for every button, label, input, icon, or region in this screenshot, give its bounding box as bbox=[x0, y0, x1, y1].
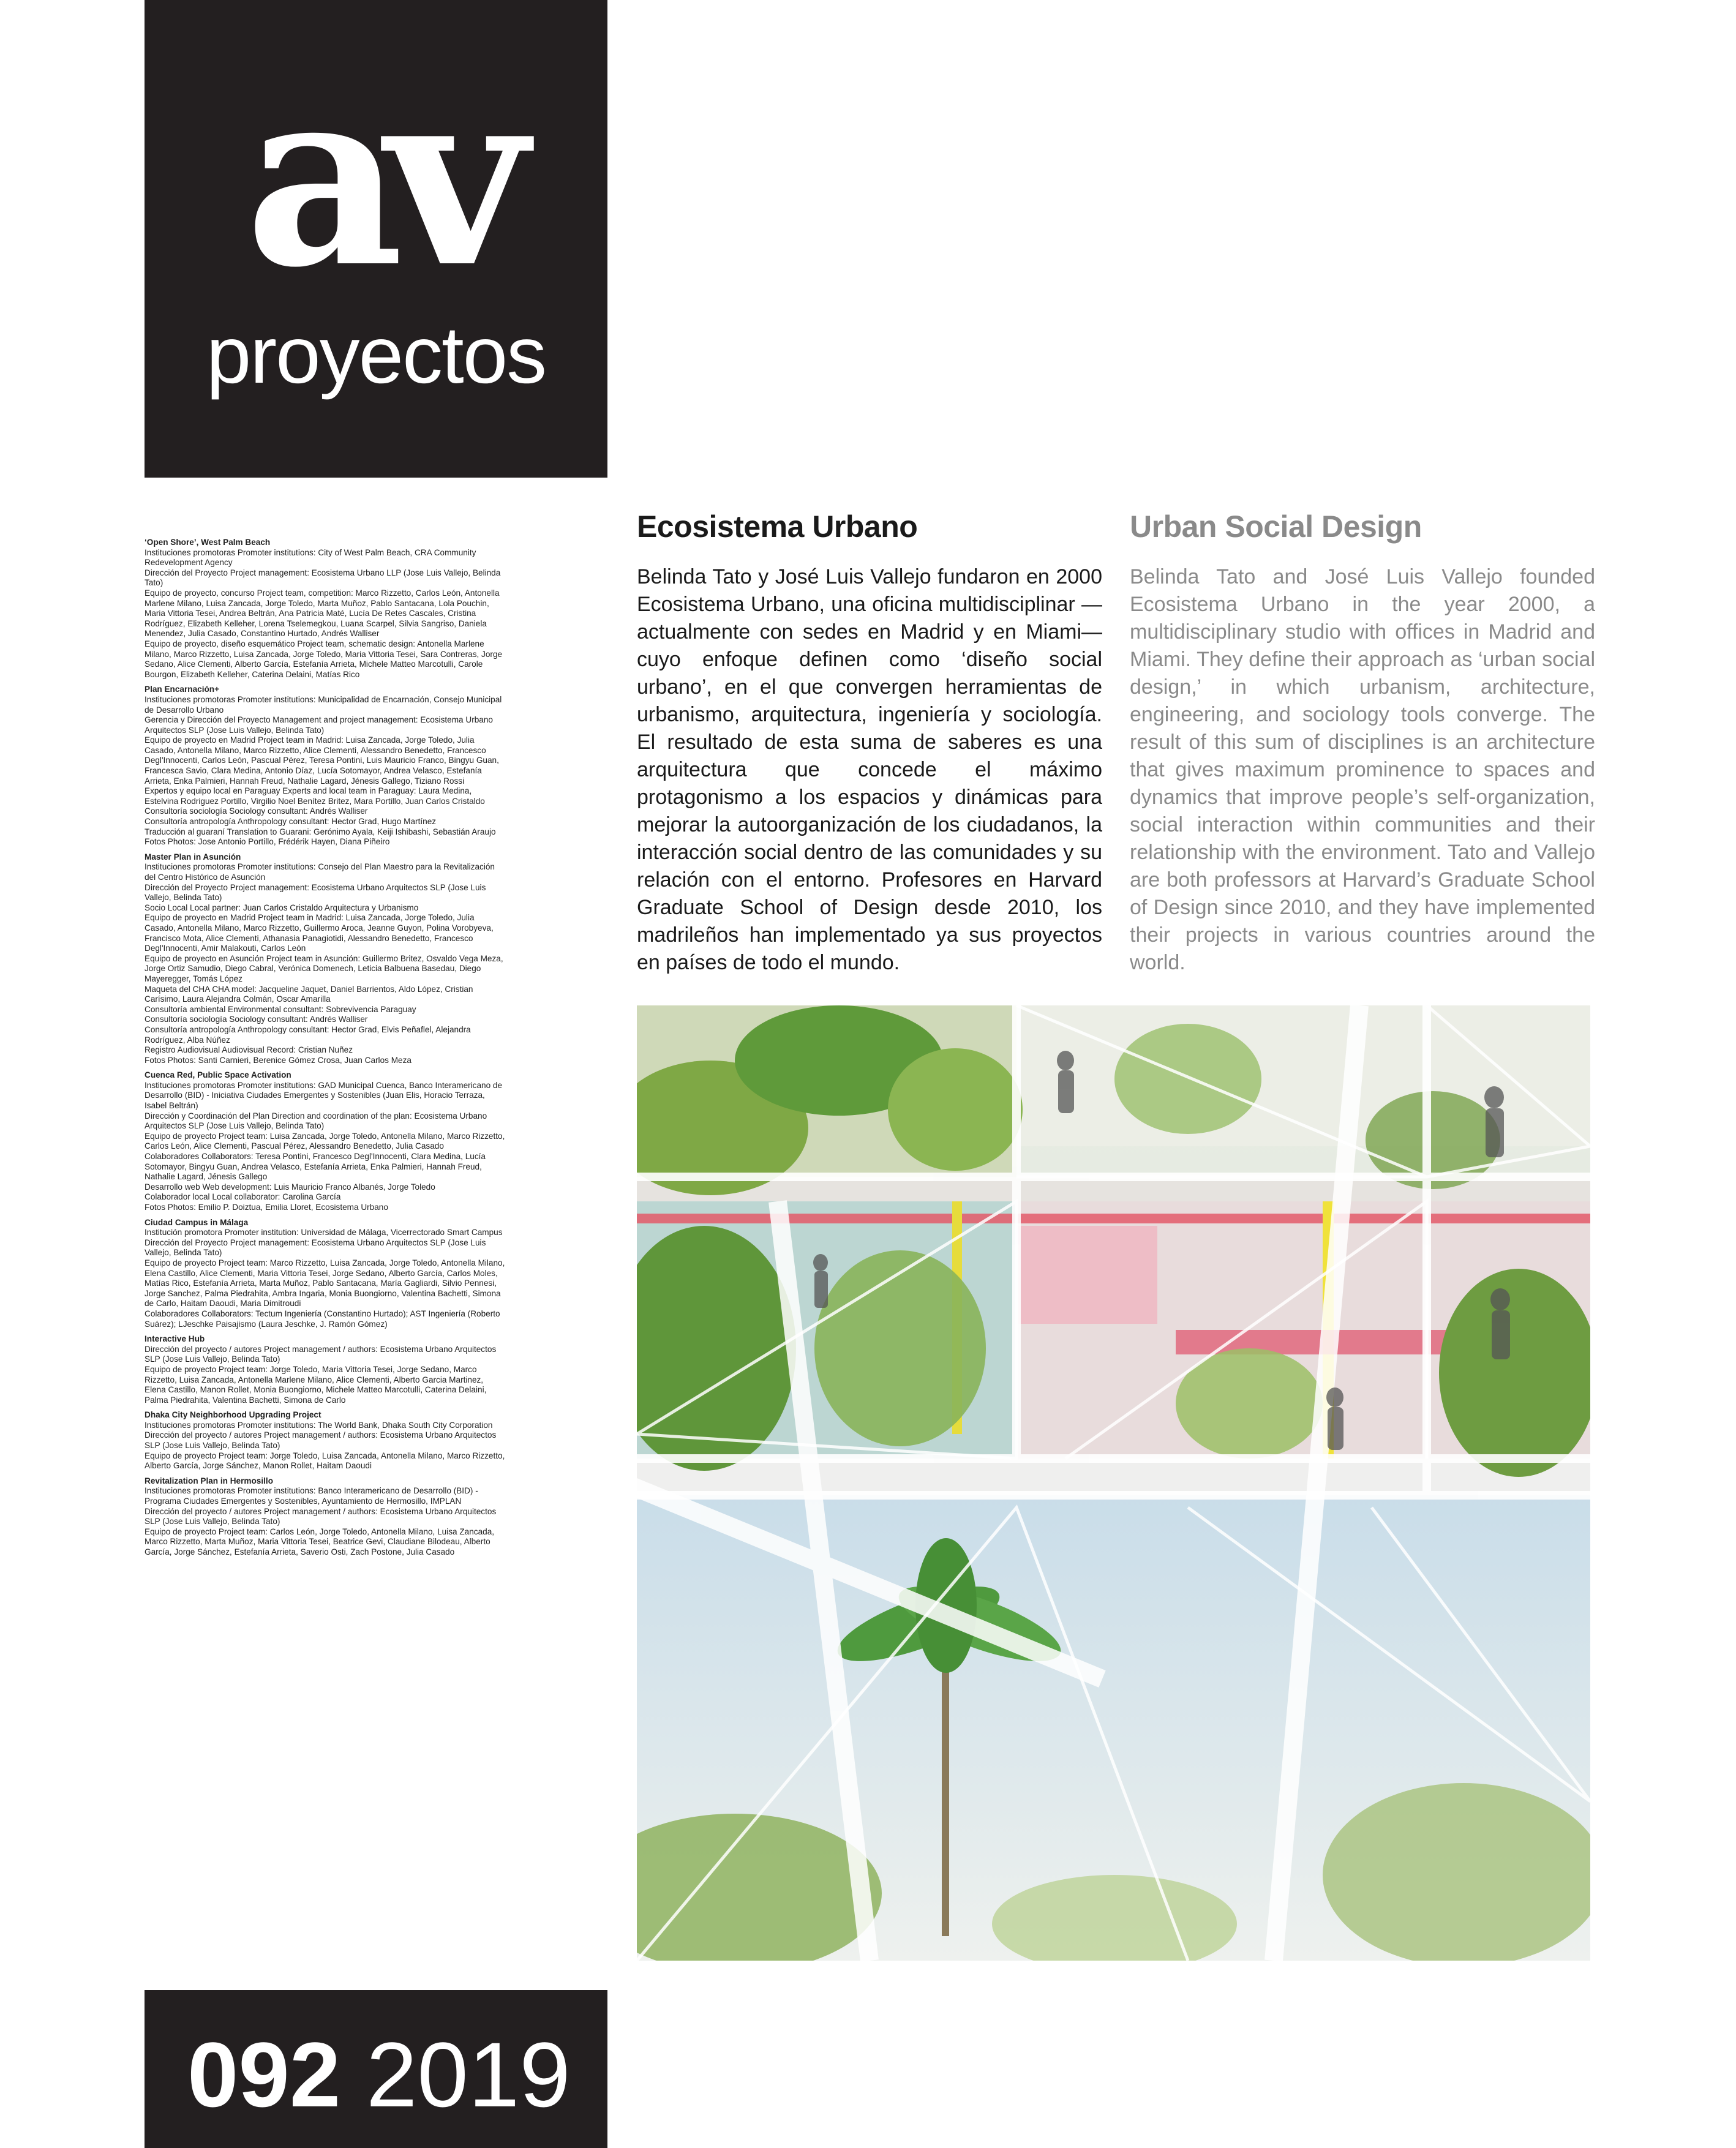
credit-line: Consultoría antropología Anthropology consultant: Hector Grad, Elvis Peñaflel, Alejandra Rodríguez, Alba Núñez bbox=[145, 1024, 471, 1045]
credit-line: Equipo de proyecto, diseño esquemático Project team, schematic design: Antonella Marlene Milano, Marco Rizzetto, Luisa Zancada, Jorge Toledo, Maria Vittoria Tesei, Sara Contreras, Jorge Sedano, Alice Clementi, Alberto García, Estefanía Arrieta, Michele Matteo Marcotulli, Carole Bourgon, Elizabeth Kelleher, Caterina Delaini, Matías Rico bbox=[145, 639, 503, 679]
credit-line: Consultoría sociología Sociology consultant: Andrés Walliser bbox=[145, 1015, 368, 1024]
credit-line: Dirección del proyecto / autores Project management / authors: Ecosistema Urbano Arquitectos SLP (Jose Luis Vallejo, Belinda Tato) bbox=[145, 1430, 497, 1451]
credit-line: Expertos y equipo local en Paraguay Experts and local team in Paraguay: Laura Medina, Estelvina Rodriguez Portillo, Virgilio Noel Benítez Britez, Mara Portillo, Juan Carlos Cristaldo bbox=[145, 786, 485, 806]
credit-block bbox=[145, 685, 506, 847]
spanish-title: Ecosistema Urbano bbox=[637, 509, 918, 544]
credit-line: Fotos Photos: Santi Carnieri, Berenice Gómez Crosa, Juan Carlos Meza bbox=[145, 1055, 411, 1065]
credit-project-title: Master Plan in Asunción bbox=[145, 852, 241, 862]
credit-line: Equipo de proyecto Project team: Jorge Toledo, Maria Vittoria Tesei, Jorge Sedano, Marco Rizzetto, Luisa Zancada, Antonella Marlene Milano, Alice Clementi, Alberto Garcia Martinez, Elena Castillo, Manon Rollet, Monia Buongiorno, Michele Matteo Marcotulli, Caterina Delaini, Palma Piedrahita, Valentina Bachetti, Simona de Carlo bbox=[145, 1364, 487, 1405]
credit-line: Instituciones promotoras Promoter institutions: Banco Interamericano de Desarrollo (BID) - Programa Ciudades Emergentes y Sostenibles, Ayuntamiento de Hermosillo, IMPLAN bbox=[145, 1486, 478, 1506]
credit-line: Equipo de proyecto Project team: Carlos León, Jorge Toledo, Antonella Milano, Luisa Zancada, Marco Rizzetto, Marta Muñoz, Maria Vittoria Tesei, Beatrice Gevi, Claudiane Bilodeau, Alberto García, Jorge Sánchez, Estefanía Arrieta, Saverio Osti, Zach Postone, Julia Casado bbox=[145, 1527, 495, 1557]
credit-line: Fotos Photos: Emilio P. Doiztua, Emilia Lloret, Ecosistema Urbano bbox=[145, 1203, 388, 1212]
credit-line: Equipo de proyecto Project team: Jorge Toledo, Luisa Zancada, Antonella Milano, Marco Rizzetto, Alberto García, Jorge Sánchez, Manon Rollet, Haitam Daoudi bbox=[145, 1451, 505, 1471]
credit-line: Equipo de proyecto Project team: Luisa Zancada, Jorge Toledo, Antonella Milano, Marco Rizzetto, Carlos León, Alice Clementi, Pascual Pérez, Alessandro Benedetto, Julia Casado bbox=[145, 1131, 505, 1151]
spanish-column bbox=[637, 508, 1102, 977]
credit-line: Maqueta del CHA CHA model: Jacqueline Jaquet, Daniel Barrientos, Aldo López, Cristian Carísimo, Laura Alejandra Colmán, Oscar Amarilla bbox=[145, 984, 473, 1004]
credit-line: Equipo de proyecto en Asunción Project team in Asunción: Guillermo Britez, Osvaldo Vega Meza, Jorge Ortiz Samudio, Diego Cabral, Verónica Domenech, Leticia Balbuena Basedau, Diego Mayeregger, Tomás López bbox=[145, 953, 503, 983]
credit-line: Consultoría sociología Sociology consultant: Andrés Walliser bbox=[145, 806, 368, 816]
credit-line: Dirección del Proyecto Project management: Ecosistema Urbano Arquitectos SLP (Jose Luis Vallejo, Belinda Tato) bbox=[145, 882, 486, 903]
magazine-logo bbox=[145, 0, 607, 478]
credit-line: Instituciones promotoras Promoter institutions: City of West Palm Beach, CRA Community Redevelopment Agency bbox=[145, 547, 476, 568]
credit-line: Consultoría antropología Anthropology consultant: Hector Grad, Hugo Martínez bbox=[145, 817, 437, 827]
credit-block bbox=[145, 1476, 506, 1558]
credit-line: Instituciones promotoras Promoter institutions: GAD Municipal Cuenca, Banco Interamericano de Desarrollo (BID) - Iniciativa Ciudades Emergentes y Sostenibles (Juan Elis, Horacio Terraza, Isabel Beltrán) bbox=[145, 1080, 503, 1111]
english-title: Urban Social Design bbox=[1130, 509, 1422, 544]
credit-line: Dirección del proyecto / autores Project management / authors: Ecosistema Urbano Arquitectos SLP (Jose Luis Vallejo, Belinda Tato) bbox=[145, 1344, 497, 1364]
credit-project-title: Dhaka City Neighborhood Upgrading Project bbox=[145, 1410, 321, 1420]
credit-line: Dirección del Proyecto Project management: Ecosistema Urbano LLP (Jose Luis Vallejo, Belinda Tato) bbox=[145, 568, 501, 588]
credit-line: Colaboradores Collaborators: Teresa Pontini, Francesco Degl'Innocenti, Clara Medina, Lucía Sotomayor, Bingyu Guan, Andrea Velasco, Estefanía Arrieta, Enka Palmieri, Hannah Freud, Nathalie Lagard, Jénesis Gallego bbox=[145, 1152, 486, 1182]
credit-line: Colaborador local Local collaborator: Carolina García bbox=[145, 1192, 341, 1202]
credit-project-title: Plan Encarnación+ bbox=[145, 685, 220, 694]
spanish-body: Belinda Tato y José Luis Vallejo fundaron en 2000 Ecosistema Urbano, una oficina multidisciplinar —actualmente con sedes en Madrid y en Miami— cuyo enfoque definen como ‘diseño social urbano’, en el que convergen herramientas de urbanismo, arquitectura, ingeniería y sociología. El resultado de esta suma de saberes es una arquitectura que concede el máximo protagonismo a los espacios y dinámicas para mejorar la autoorganización de los ciudadanos, la interacción social dentro de las comunidades y su relación con el entorno. Profesores en Harvard Graduate School of Design desde 2010, los madrileños han implementado ya sus proyectos en países de todo el mundo. bbox=[637, 565, 1102, 974]
issue-year: 2019 bbox=[366, 2023, 571, 2126]
credit-line: Dirección del proyecto / autores Project management / authors: Ecosistema Urbano Arquitectos SLP (Jose Luis Vallejo, Belinda Tato) bbox=[145, 1506, 497, 1527]
credit-line: Registro Audiovisual Audiovisual Record: Cristian Nuñez bbox=[145, 1045, 353, 1055]
issue-number: 092 bbox=[187, 2023, 341, 2126]
credit-line: Dirección y Coordinación del Plan Direction and coordination of the plan: Ecosistema Urbano Arquitectos SLP (Jose Luis Vallejo, Belinda Tato) bbox=[145, 1111, 487, 1131]
credit-block bbox=[145, 538, 506, 680]
credit-project-title: ‘Open Shore’, West Palm Beach bbox=[145, 538, 271, 547]
credit-block bbox=[145, 1334, 506, 1405]
credit-block bbox=[145, 1070, 506, 1212]
project-credits bbox=[145, 538, 506, 1964]
credit-line: Colaboradores Collaborators: Tectum Ingeniería (Constantino Hurtado); AST Ingeniería (Roberto Suárez); LJeschke Paisajismo (Laura Jeschke, J. Ramón Gómez) bbox=[145, 1309, 500, 1329]
logo-proyectos-wordmark: proyectos bbox=[206, 310, 546, 400]
credit-line: Equipo de proyecto Project team: Marco Rizzetto, Luisa Zancada, Jorge Toledo, Antonella Milano, Elena Castillo, Alice Clementi, Maria Vittoria Tesei, Jorge Sedano, Alberto García, Carlos Moles, Matías Rico, Estefanía Arrieta, Marta Muñoz, Pablo Santacana, María Gagliardi, Silvio Pennesi, Jorge Sanchez, Palma Piedrahita, Ambra Ingaria, Monia Buongiorno, Valentina Bachetti, Simona de Carlo, Haitam Daoudi, Maria Dimitroudi bbox=[145, 1258, 505, 1309]
credit-project-title: Cuenca Red, Public Space Activation bbox=[145, 1070, 291, 1080]
credit-line: Instituciones promotoras Promoter institutions: The World Bank, Dhaka South City Corporation bbox=[145, 1420, 493, 1430]
issue-label bbox=[145, 1990, 607, 2148]
credit-line: Traducción al guaraní Translation to Guarani: Gerónimo Ayala, Keiji Ishibashi, Sebastián Araujo bbox=[145, 827, 496, 836]
credit-line: Gerencia y Dirección del Proyecto Management and project management: Ecosistema Urbano Arquitectos SLP (Jose Luis Vallejo, Belinda Tato) bbox=[145, 715, 493, 735]
credit-project-title: Revitalization Plan in Hermosillo bbox=[145, 1476, 273, 1485]
credit-line: Institución promotora Promoter institution: Universidad de Málaga, Vicerrectorado Smart Campus bbox=[145, 1228, 503, 1237]
credit-line: Equipo de proyecto en Madrid Project team in Madrid: Luisa Zancada, Jorge Toledo, Julia Casado, Antonella Milano, Marco Rizzetto, Guillermo Aroca, Jeanne Guyon, Polina Vorobyeva, Francisco Mota, Alice Clementi, Athanasia Panagiotidi, Alessandro Benedetto, Francesco Degl'Innocenti, Amir Malakouti, Carlos León bbox=[145, 913, 494, 953]
greenhouse-collage-image bbox=[637, 1005, 1590, 1961]
credit-line: Instituciones promotoras Promoter institutions: Consejo del Plan Maestro para la Revitalización del Centro Histórico de Asunción bbox=[145, 862, 495, 882]
credit-block bbox=[145, 1410, 506, 1471]
cover-illustration bbox=[637, 1005, 1590, 1961]
credit-block bbox=[145, 852, 506, 1065]
credit-line: Fotos Photos: Jose Antonio Portillo, Frédérik Hayen, Diana Piñeiro bbox=[145, 837, 390, 847]
english-column bbox=[1130, 508, 1595, 977]
credit-line: Desarrollo web Web development: Luis Mauricio Franco Albanés, Jorge Toledo bbox=[145, 1182, 435, 1192]
logo-av-wordmark: av bbox=[245, 34, 509, 321]
english-body: Belinda Tato and José Luis Vallejo founded Ecosistema Urbano in the year 2000, a multidisciplinary studio with offices in Madrid and Miami. They define their approach as ‘urban social design,’ in which urbanism, architecture, engineering, and sociology tools converge. The result of this sum of disciplines is an architecture that gives maximum prominence to spaces and dynamics that improve people’s self-organization, social interaction within communities and their relationship with the environment. Tato and Vallejo are both professors at Harvard’s Graduate School of Design since 2010, and they have implemented their projects in various countries around the world. bbox=[1130, 565, 1595, 974]
credit-line: Socio Local Local partner: Juan Carlos Cristaldo Arquitectura y Urbanismo bbox=[145, 903, 419, 912]
credit-line: Equipo de proyecto en Madrid Project team in Madrid: Luisa Zancada, Jorge Toledo, Julia Casado, Antonella Milano, Marco Rizzetto, Alice Clementi, Alessandro Benedetto, Francesco Degl'Innocenti, Carlos León, Pascual Pérez, Teresa Pontini, Luis Mauricio Franco, Bingyu Guan, Francesca Savio, Clara Medina, Antonio Díaz, Lucía Sotomayor, Andrea Velasco, Estefanía Arrieta, Enka Palmieri, Hannah Freud, Nathalie Lagard, Jénesis Gallego, Tiziano Rossi bbox=[145, 735, 499, 786]
credit-line: Dirección del Proyecto Project management: Ecosistema Urbano Arquitectos SLP (Jose Luis Vallejo, Belinda Tato) bbox=[145, 1237, 486, 1258]
credit-block bbox=[145, 1218, 506, 1330]
credit-line: Equipo de proyecto, concurso Project team, competition: Marco Rizzetto, Carlos León, Antonella Marlene Milano, Luisa Zancada, Jorge Toledo, Marta Muñoz, Pablo Santacana, Lola Pouchin, Maria Vittoria Tesei, Andrea Beltrán, Ana Patricia Maté, Lucía De Retes Cascales, Cristina Rodríguez, Elizabeth Kelleher, Lorena Tselemegkou, Luana Scarpel, Silvia Sangriso, Daniela Menendez, Julia Casado, Constantino Hurtado, Andrés Walliser bbox=[145, 588, 500, 639]
credit-project-title: Interactive Hub bbox=[145, 1334, 205, 1344]
credit-line: Consultoría ambiental Environmental consultant: Sobrevivencia Paraguay bbox=[145, 1004, 416, 1014]
credit-project-title: Ciudad Campus in Málaga bbox=[145, 1217, 249, 1227]
credit-line: Instituciones promotoras Promoter institutions: Municipalidad de Encarnación, Consejo Municipal de Desarrollo Urbano bbox=[145, 694, 502, 715]
